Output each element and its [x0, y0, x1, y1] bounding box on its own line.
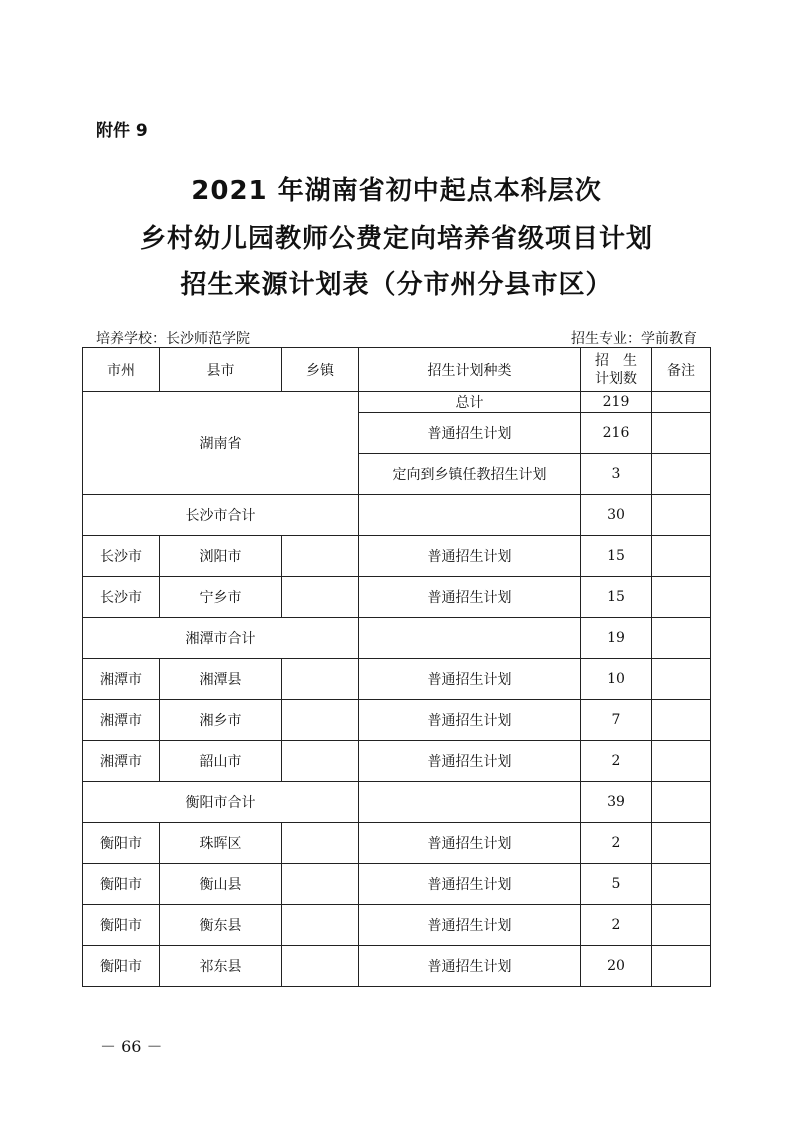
town-cell	[282, 946, 359, 987]
remark-cell	[652, 392, 711, 413]
plan-type-cell: 普通招生计划	[359, 905, 581, 946]
city-cell: 湘潭市	[83, 741, 160, 782]
header-town: 乡镇	[282, 348, 359, 392]
city-cell: 湘潭市	[83, 659, 160, 700]
table-row	[83, 864, 711, 905]
quantity-cell: 30	[581, 495, 652, 536]
remark-cell	[652, 700, 711, 741]
plan-type-cell: 普通招生计划	[359, 659, 581, 700]
county-cell: 湘乡市	[160, 700, 282, 741]
province-directed-value: 3	[581, 454, 652, 495]
county-cell: 衡东县	[160, 905, 282, 946]
city-cell: 衡阳市	[83, 864, 160, 905]
subtotal-label: 湘潭市合计	[83, 618, 359, 659]
header-remark: 备注	[652, 348, 711, 392]
header-quantity-line1: 招 生	[595, 352, 637, 369]
header-quantity	[581, 348, 652, 392]
city-cell: 衡阳市	[83, 823, 160, 864]
quantity-cell: 39	[581, 782, 652, 823]
table-row	[83, 700, 711, 741]
quantity-cell: 2	[581, 741, 652, 782]
header-plan-type: 招生计划种类	[359, 348, 581, 392]
quantity-cell: 19	[581, 618, 652, 659]
county-cell: 衡山县	[160, 864, 282, 905]
table-row	[83, 577, 711, 618]
city-cell: 长沙市	[83, 577, 160, 618]
subtotal-row	[83, 618, 711, 659]
enrollment-plan-table	[82, 347, 711, 987]
table-row	[83, 659, 711, 700]
quantity-cell: 15	[581, 536, 652, 577]
quantity-cell: 15	[581, 577, 652, 618]
remark-cell	[652, 454, 711, 495]
town-cell	[282, 659, 359, 700]
city-cell: 长沙市	[83, 536, 160, 577]
plan-type-cell: 普通招生计划	[359, 700, 581, 741]
town-cell	[282, 864, 359, 905]
province-total-row	[83, 392, 711, 413]
city-cell: 湘潭市	[83, 700, 160, 741]
remark-cell	[652, 864, 711, 905]
header-county: 县市	[160, 348, 282, 392]
remark-cell	[652, 741, 711, 782]
plan-type-cell: 普通招生计划	[359, 946, 581, 987]
remark-cell	[652, 413, 711, 454]
county-cell: 韶山市	[160, 741, 282, 782]
document-title-line3: 招生来源计划表（分市州分县市区）	[180, 270, 613, 300]
province-normal-value: 216	[581, 413, 652, 454]
table-row	[83, 823, 711, 864]
province-total-value: 219	[581, 392, 652, 413]
quantity-cell: 2	[581, 823, 652, 864]
subtotal-label: 衡阳市合计	[83, 782, 359, 823]
remark-cell	[652, 495, 711, 536]
county-cell: 浏阳市	[160, 536, 282, 577]
town-cell	[282, 823, 359, 864]
document-title-line1: 2021 年湖南省初中起点本科层次	[191, 176, 602, 206]
province-normal-label: 普通招生计划	[359, 413, 581, 454]
county-cell: 珠晖区	[160, 823, 282, 864]
quantity-cell: 7	[581, 700, 652, 741]
subtotal-row	[83, 782, 711, 823]
remark-cell	[652, 782, 711, 823]
county-cell: 祁东县	[160, 946, 282, 987]
town-cell	[282, 741, 359, 782]
plan-type-cell: 普通招生计划	[359, 577, 581, 618]
quantity-cell: 10	[581, 659, 652, 700]
header-city: 市州	[83, 348, 160, 392]
remark-cell	[652, 823, 711, 864]
town-cell	[282, 536, 359, 577]
town-cell	[282, 577, 359, 618]
quantity-cell: 20	[581, 946, 652, 987]
plan-type-cell: 普通招生计划	[359, 864, 581, 905]
city-cell: 衡阳市	[83, 905, 160, 946]
table-row	[83, 741, 711, 782]
document-title-line2: 乡村幼儿园教师公费定向培养省级项目计划	[139, 224, 653, 254]
subtotal-row	[83, 495, 711, 536]
plan-type-cell: 普通招生计划	[359, 536, 581, 577]
header-quantity-line2: 计划数	[595, 370, 637, 387]
remark-cell	[652, 946, 711, 987]
plan-type-cell	[359, 782, 581, 823]
training-school-label: 培养学校：长沙师范学院	[96, 331, 250, 347]
remark-cell	[652, 659, 711, 700]
table-row	[83, 536, 711, 577]
page-number: － 66 －	[100, 1037, 163, 1056]
quantity-cell: 5	[581, 864, 652, 905]
table-row	[83, 905, 711, 946]
remark-cell	[652, 536, 711, 577]
attachment-label: 附件 9	[96, 121, 148, 141]
table-row	[83, 946, 711, 987]
town-cell	[282, 905, 359, 946]
table-header-row	[83, 348, 711, 392]
province-name: 湖南省	[83, 392, 359, 495]
province-directed-label: 定向到乡镇任教招生计划	[359, 454, 581, 495]
remark-cell	[652, 577, 711, 618]
plan-type-cell	[359, 618, 581, 659]
subtotal-label: 长沙市合计	[83, 495, 359, 536]
city-cell: 衡阳市	[83, 946, 160, 987]
county-cell: 宁乡市	[160, 577, 282, 618]
remark-cell	[652, 905, 711, 946]
enrollment-major-label: 招生专业：学前教育	[571, 331, 697, 347]
plan-type-cell	[359, 495, 581, 536]
plan-type-cell: 普通招生计划	[359, 823, 581, 864]
town-cell	[282, 700, 359, 741]
province-total-label: 总计	[359, 392, 581, 413]
plan-type-cell: 普通招生计划	[359, 741, 581, 782]
quantity-cell: 2	[581, 905, 652, 946]
county-cell: 湘潭县	[160, 659, 282, 700]
remark-cell	[652, 618, 711, 659]
